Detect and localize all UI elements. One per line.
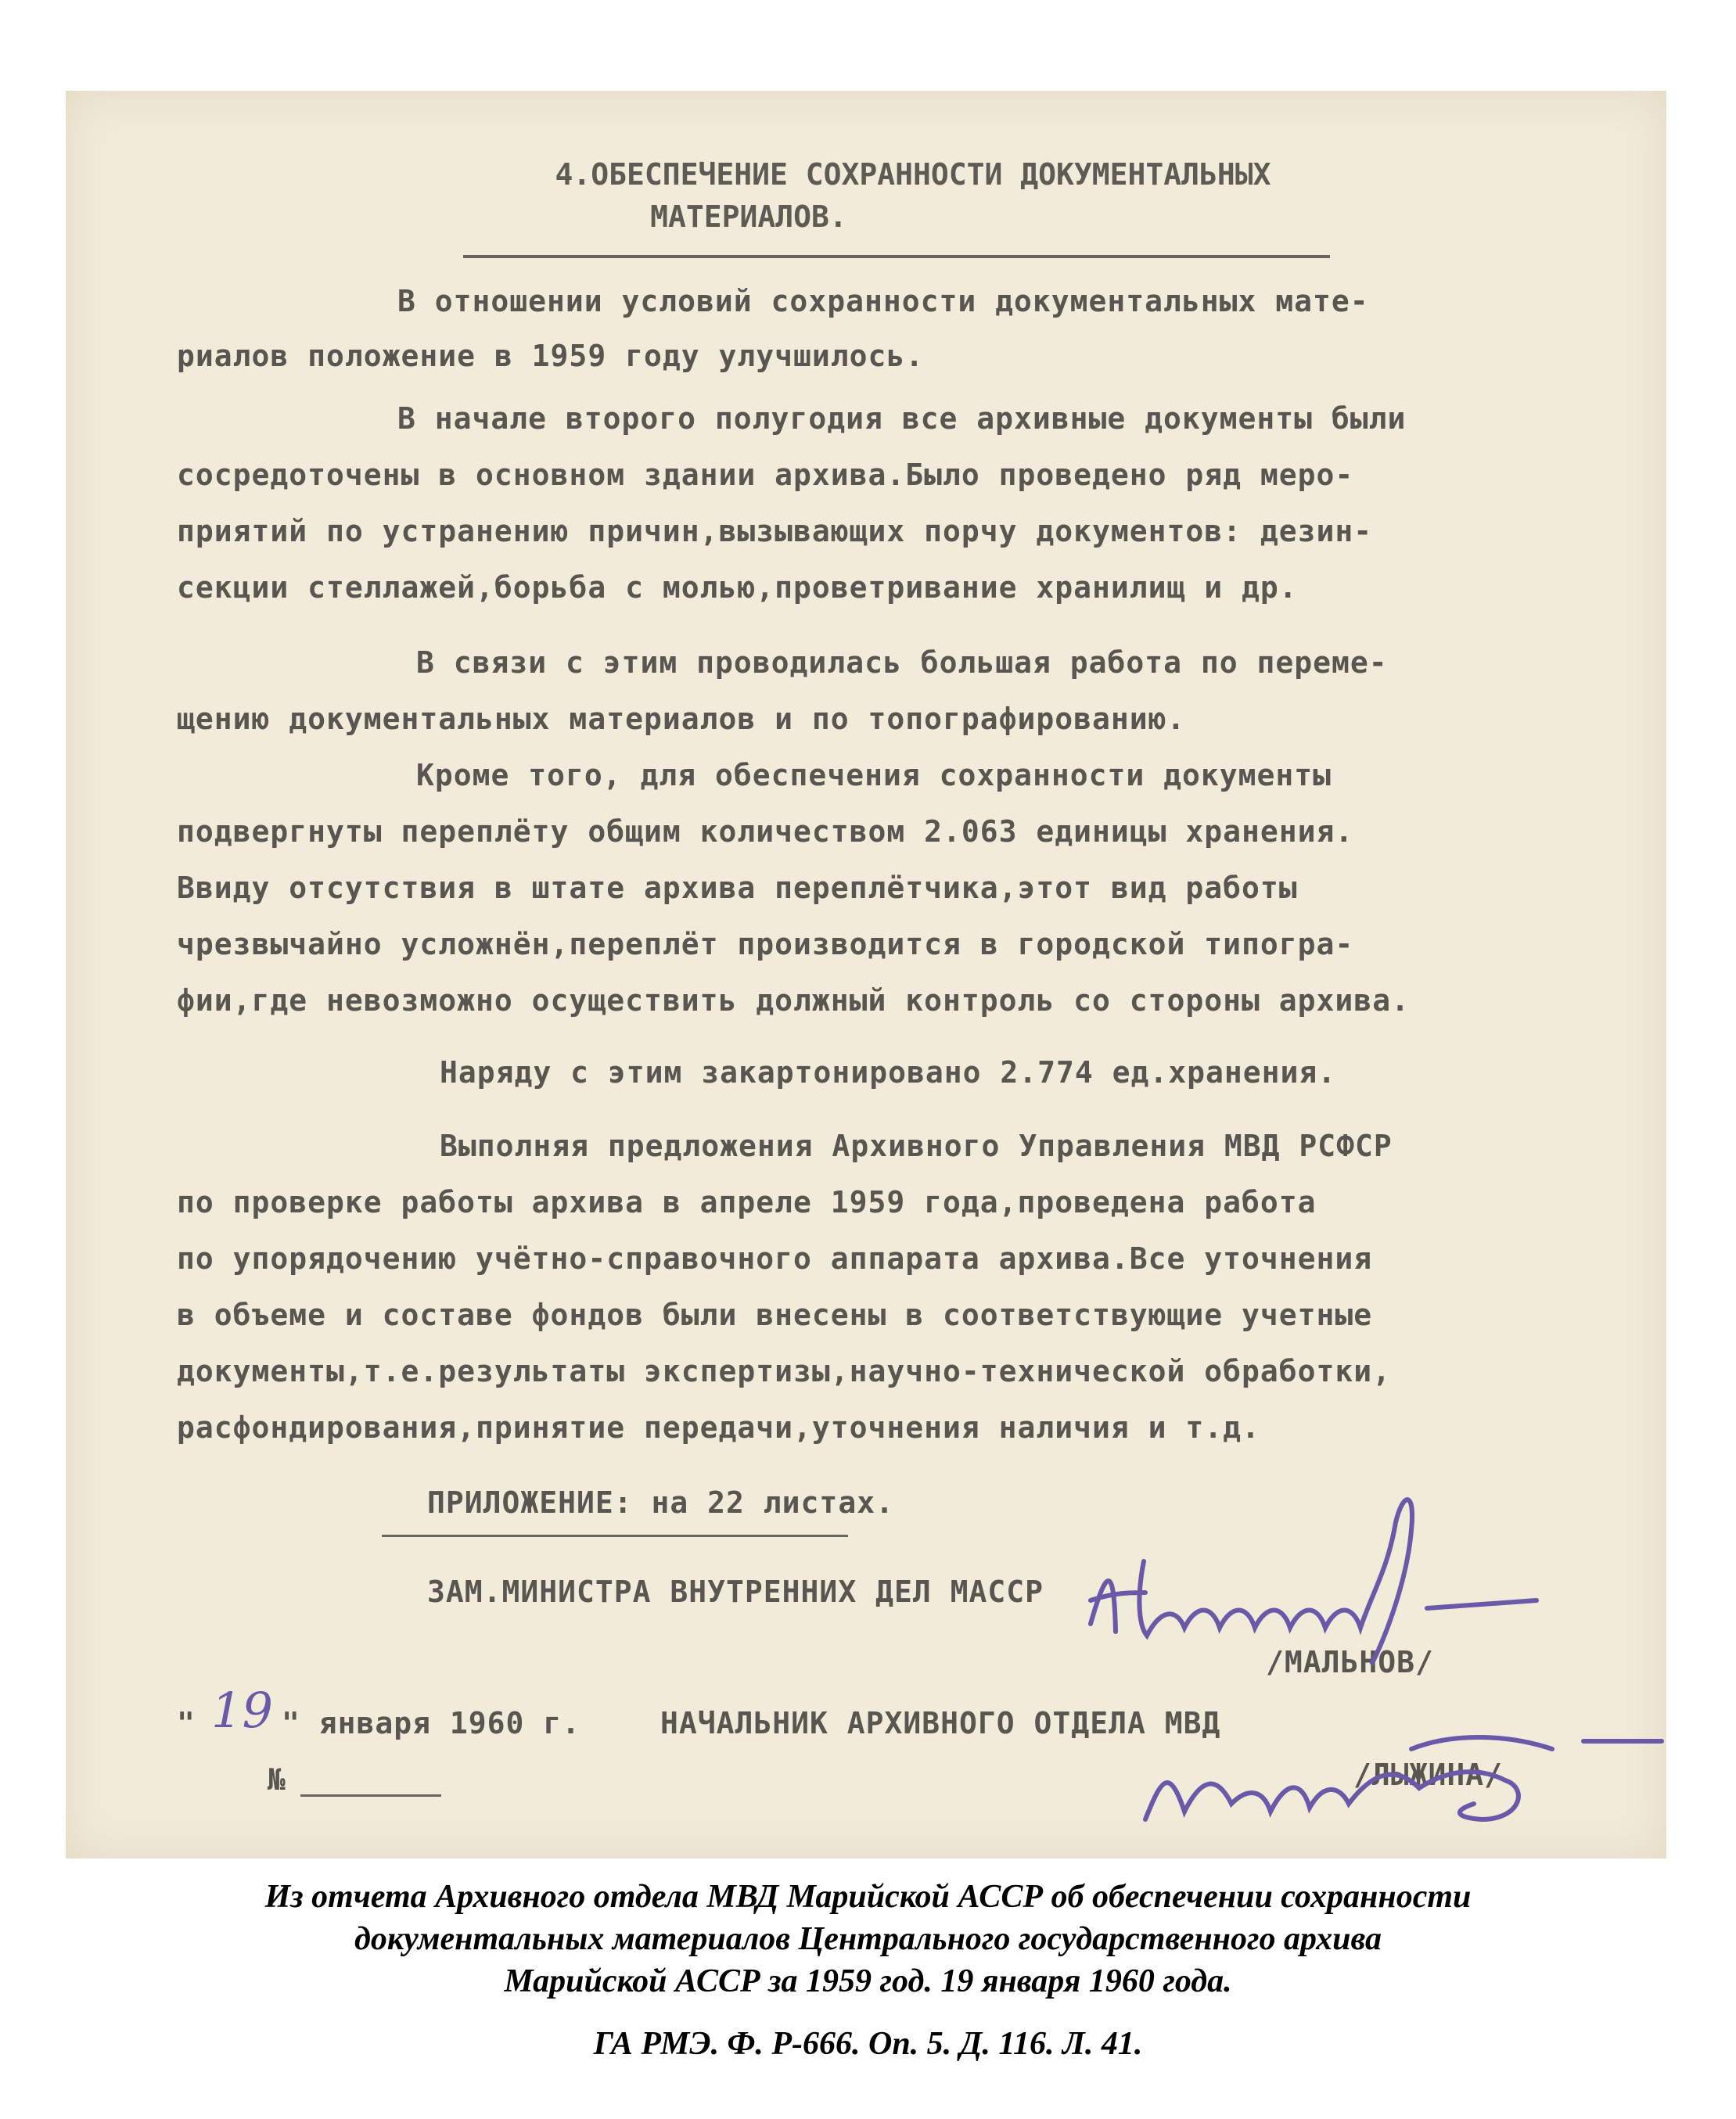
paragraph-line: риалов положение в 1959 году улучшилось. bbox=[177, 339, 925, 373]
paragraph-line: чрезвычайно усложнён,переплёт производится в городской типогра- bbox=[177, 927, 1354, 961]
archival-document-page bbox=[66, 91, 1666, 1859]
title-underline bbox=[463, 255, 1330, 258]
paragraph-line: фии,где невозможно осуществить должный контроль со стороны архива. bbox=[177, 983, 1410, 1018]
paragraph-line: В отношении условий сохранности документальных мате- bbox=[397, 284, 1369, 318]
paragraph-line: Ввиду отсутствия в штате архива переплётчика,этот вид работы bbox=[177, 871, 1298, 905]
document-title-line1: 4.ОБЕСПЕЧЕНИЕ СОХРАННОСТИ ДОКУМЕНТАЛЬНЫХ bbox=[555, 157, 1271, 192]
appendix-underline bbox=[382, 1535, 848, 1537]
paragraph-line: по проверке работы архива в апреле 1959 года,проведена работа bbox=[177, 1185, 1317, 1219]
appendix-line: ПРИЛОЖЕНИЕ: на 22 листах. bbox=[427, 1485, 894, 1520]
paragraph-line: расфондирования,принятие передачи,уточнения наличия и т.д. bbox=[177, 1410, 1260, 1445]
archive-reference: ГА РМЭ. Ф. Р-666. Оп. 5. Д. 116. Л. 41. bbox=[593, 2026, 1143, 2062]
number-label: № bbox=[268, 1762, 286, 1797]
deputy-minister-title: ЗАМ.МИНИСТРА ВНУТРЕННИХ ДЕЛ МАССР bbox=[427, 1575, 1044, 1609]
paragraph-line: в объеме и составе фондов были внесены в соответствующие учетные bbox=[177, 1298, 1373, 1332]
deputy-minister-name: /МАЛЬНОВ/ bbox=[1266, 1645, 1434, 1679]
caption-line3: Марийской АССР за 1959 год. 19 января 1960 года. bbox=[504, 1963, 1232, 1999]
paragraph-line: щению документальных материалов и по топографированию. bbox=[177, 702, 1186, 736]
paragraph-line: приятий по устранению причин,вызывающих порчу документов: дезин- bbox=[177, 514, 1373, 548]
archive-head-title: НАЧАЛЬНИК АРХИВНОГО ОТДЕЛА МВД bbox=[660, 1706, 1221, 1740]
paragraph-line: секции стеллажей,борьба с молью,проветривание хранилищ и др. bbox=[177, 570, 1298, 605]
date-day-handwritten: 19 bbox=[211, 1682, 273, 1739]
archive-head-name: /ЛЫЖИНА/ bbox=[1353, 1758, 1504, 1792]
number-blank-line bbox=[300, 1794, 441, 1797]
paragraph-line: документы,т.е.результаты экспертизы,научно-технической обработки, bbox=[177, 1354, 1392, 1388]
paragraph-line: Наряду с этим закартонировано 2.774 ед.хранения. bbox=[440, 1055, 1337, 1090]
paragraph-line: сосредоточены в основном здании архива.Было проведено ряд меро- bbox=[177, 458, 1354, 492]
document-title-line2: МАТЕРИАЛОВ. bbox=[650, 199, 847, 234]
paragraph-line: В связи с этим проводилась большая работа по переме- bbox=[416, 645, 1388, 680]
signature-malnov bbox=[1059, 1475, 1544, 1694]
signature-lyzhina bbox=[1114, 1702, 1677, 1843]
date-quote-open: " bbox=[177, 1706, 196, 1740]
paragraph-line: по упорядочению учётно-справочного аппарата архива.Все уточнения bbox=[177, 1241, 1373, 1276]
date-rest: " января 1960 г. bbox=[282, 1706, 581, 1740]
paragraph-line: Кроме того, для обеспечения сохранности документы bbox=[416, 758, 1332, 792]
caption-line2: документальных материалов Центрального государственного архива bbox=[354, 1921, 1382, 1957]
paragraph-line: Выполняя предложения Архивного Управления МВД РСФСР bbox=[440, 1129, 1393, 1163]
paragraph-line: В начале второго полугодия все архивные документы были bbox=[397, 401, 1407, 436]
caption-line1: Из отчета Архивного отдела МВД Марийской АССР об обеспечении сохранности bbox=[264, 1879, 1472, 1915]
paragraph-line: подвергнуты переплёту общим количеством 2.063 единицы хранения. bbox=[177, 814, 1354, 849]
